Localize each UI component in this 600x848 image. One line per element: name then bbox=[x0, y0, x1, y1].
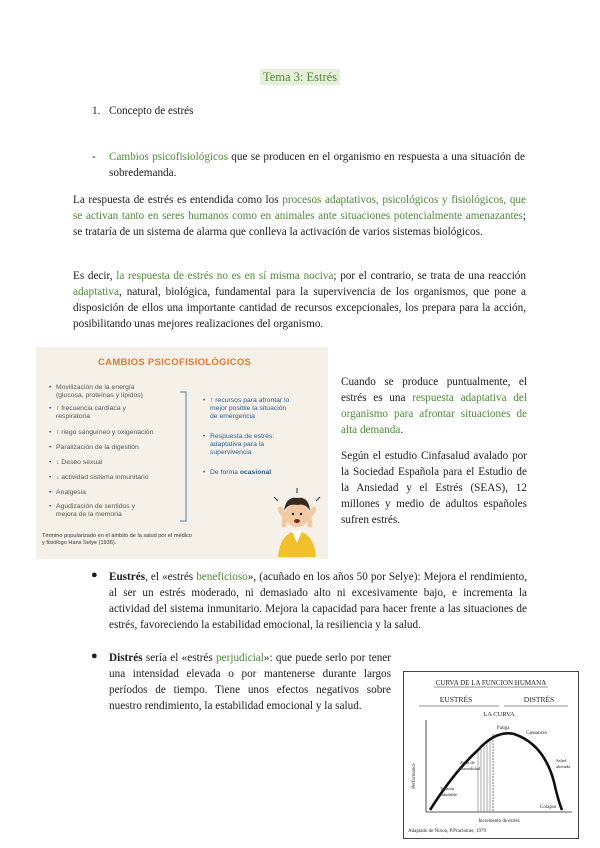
infographic-left-item: • Movilización de la energía (glucosa, proteínas y lípidos) bbox=[56, 384, 143, 400]
infographic-cambios bbox=[36, 347, 328, 559]
infographic-left-item: • Paralización de la digestión bbox=[56, 444, 139, 452]
curve-y-label: Performance bbox=[412, 763, 417, 789]
infographic-left-item: • ↓ actividad sistema inmunitario bbox=[56, 474, 149, 482]
section-heading: Concepto de estrés bbox=[109, 105, 194, 117]
curve-diagram bbox=[404, 672, 578, 838]
side-paragraph-adaptive: Cuando se produce puntualmente, el estrés es una respuesta adaptativa del organismo para afrontar situaciones de alta demanda. bbox=[341, 376, 527, 436]
curve-eustres-label: EUSTRÉS bbox=[439, 695, 473, 704]
infographic-right-item: • Respuesta de estrés: adaptativa para la supervivencia bbox=[210, 433, 274, 457]
performance-curve bbox=[430, 733, 562, 810]
curve-distres-label: DISTRÉS bbox=[523, 695, 555, 704]
curve-subtitle: LA CURVA bbox=[483, 711, 515, 718]
curve-source: Adaptado de Nixon, P.Practioner, 1979 bbox=[408, 829, 486, 834]
human-function-curve-figure bbox=[403, 671, 579, 839]
side-paragraph-study: Según el estudio Cinfasalud avalado por la Sociedad Española para el Estudio de la Ansiedad y el Estrés (SEAS), 12 millones y medio de adultos españoles sufren estrés. bbox=[341, 450, 527, 526]
label-colapso: Colapso bbox=[540, 805, 557, 810]
infographic-left-item: • Analgesia bbox=[56, 489, 86, 497]
label-salud: Salud bbox=[556, 758, 567, 763]
paragraph-definition: La respuesta de estrés es entendida como los procesos adaptativos, psicológicos y fisiológicos, que se activan tanto en seres humanos como en animales ante situaciones potencialmente amenazantes; se trataría de un sistema de alarma que conlleva la activación de varios sistemas biológicos. bbox=[73, 194, 526, 238]
infographic-footnote: Término popularizado en el ámbito de la salud por el médico y fisiólogo Hans Selye (1936). bbox=[42, 533, 192, 546]
page-title: Tema 3: Estrés bbox=[0, 70, 600, 85]
infographic-right-item-occasional: • De forma ocasional bbox=[210, 469, 271, 477]
label-tension-2: saludable bbox=[440, 792, 457, 797]
stressed-person-icon bbox=[268, 487, 326, 557]
bullet-distres: Distrés sería el «estrés perjudicial»: que puede serlo por tener una intensidad elevada o por mantenerse durante largos períodos de tiempo. Tiene unos efectos negativos sobre nuestro rendimiento, la estabilidad emocional y la salud. bbox=[109, 652, 391, 712]
label-zona: Zona de bbox=[460, 760, 475, 765]
curve-title: CURVA DE LA FUNCION HUMANA bbox=[435, 679, 547, 687]
bracket-divider bbox=[178, 391, 192, 523]
curve-x-label: Incremento de estrés bbox=[478, 819, 520, 824]
paragraph-explanation: Es decir, la respuesta de estrés no es en sí misma nociva; por el contrario, se trata de una reacción adaptativa, natural, biológica, fundamental para la supervivencia de los organismos, que pone a disposición de ellos una importante cantidad de recursos excepcionales, los prepara para la acción, posibilitando unas mejores realizaciones del organismo. bbox=[73, 270, 526, 330]
infographic-left-item: • ↓ Deseo sexual bbox=[56, 459, 102, 467]
label-fatiga: Fatiga bbox=[497, 726, 510, 731]
infographic-left-item: • ↑ frecuencia cardíaca y respiratoria bbox=[56, 405, 126, 421]
dash-marker: - bbox=[92, 151, 96, 163]
infographic-right-item: • ↑ recursos para afrontar lo mejor posible la situación de emergencia bbox=[210, 397, 289, 421]
bullet-dot: ● bbox=[91, 569, 98, 581]
label-tension: Tensión bbox=[440, 786, 455, 791]
label-cansancio: Cansancio bbox=[526, 731, 547, 736]
infographic-left-item: • ↑ riego sanguíneo y oxigenación bbox=[56, 429, 154, 437]
label-salud-2: alterada bbox=[556, 764, 571, 769]
dash-item-text: Cambios psicofisiológicos que se producen en el organismo en respuesta a una situación de sobredemanda. bbox=[109, 151, 525, 179]
infographic-title: CAMBIOS PSICOFISIOLÓGICOS bbox=[98, 357, 252, 368]
infographic-left-item: • Agudización de sentidos y mejora de la memoria bbox=[56, 503, 135, 519]
bullet-eustres: Eustrés, el «estrés beneficioso», (acuñado en los años 50 por Selye): Mejora el rendimiento, al ser un estrés moderado, ni demasiado alto ni excesivamente bajo, e incrementa la actividad del sistema inmunitario. Mejora la capacidad para hacer frente a las situaciones de estrés, favoreciendo la estabilidad emocional, la resiliencia y la salud. bbox=[109, 571, 527, 631]
bullet-dot: ● bbox=[91, 650, 98, 662]
label-zona-2: comodidad bbox=[460, 766, 480, 771]
section-number: 1. bbox=[92, 105, 101, 117]
highlight-text: Cambios psicofisiológicos bbox=[109, 151, 228, 163]
